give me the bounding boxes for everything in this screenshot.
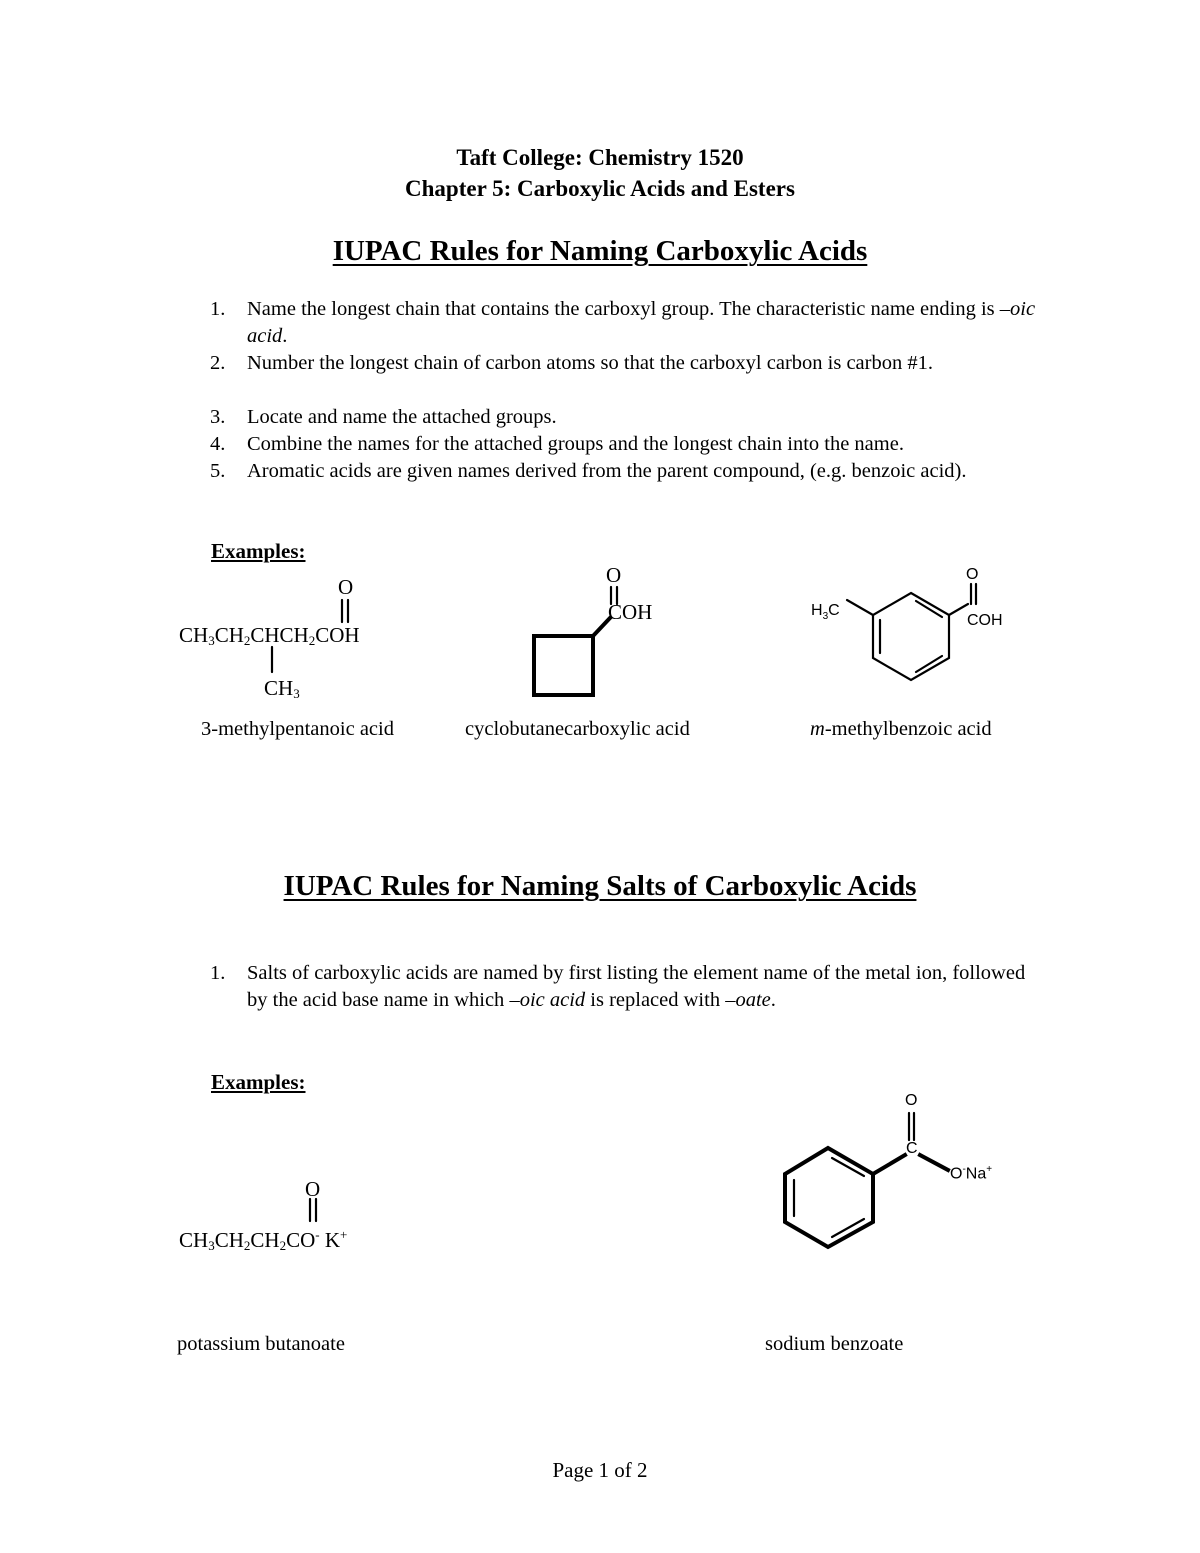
carbonyl-double-bond <box>909 1113 914 1140</box>
rule-text: Combine the names for the attached groups and the longest chain into the name. <box>247 433 904 455</box>
oxide-bond <box>920 1155 948 1170</box>
carbonyl-oxygen: O <box>606 563 622 587</box>
carbonyl-oxygen: O <box>905 1092 918 1109</box>
rule-text: Locate and name the attached groups. <box>247 406 557 428</box>
rule-emphasis: –oic acid <box>509 989 586 1011</box>
rule-text-end: . <box>770 989 776 1011</box>
rule-number: 3. <box>210 406 226 428</box>
rule-number: 5. <box>210 460 226 482</box>
carboxylate-bond <box>873 1155 905 1174</box>
section-title-salts: IUPAC Rules for Naming Salts of Carboxylic Acids <box>283 870 917 902</box>
rule-emphasis: –oate <box>725 989 771 1011</box>
carbonyl-double-bond <box>310 1199 316 1221</box>
chapter-title: Chapter 5: Carboxylic Acids and Esters <box>405 176 795 201</box>
carboxyl-group: COH <box>967 612 1003 629</box>
rule-number: 2. <box>210 352 226 374</box>
cyclobutane-ring <box>534 636 593 695</box>
rule-emphasis: –oic acid <box>247 298 1036 347</box>
rule-text: Number the longest chain of carbon atoms so that the carboxyl carbon is carbon #1. <box>247 352 933 374</box>
examples-label: Examples: <box>211 1070 306 1094</box>
section-title-acids: IUPAC Rules for Naming Carboxylic Acids <box>332 235 868 267</box>
condensed-formula: $CH_3CH_2CHCH_2COH$ <box>179 623 360 648</box>
rule-number: 1. <box>210 962 226 984</box>
compound-name: cyclobutanecarboxylic acid <box>465 718 690 740</box>
rule-text-end: . <box>282 325 288 347</box>
rule-text: Aromatic acids are given names derived from the parent compound, (e.g. benzoic acid). <box>247 460 967 482</box>
methyl-bond <box>847 600 873 615</box>
benzene-ring <box>873 593 949 680</box>
carbonyl-oxygen: O <box>966 566 979 583</box>
course-title: Taft College: Chemistry 1520 <box>456 145 744 170</box>
carboxyl-group: COH <box>608 600 653 624</box>
examples-label: Examples: <box>211 539 306 563</box>
rule-item <box>210 960 1040 1014</box>
carbonyl-double-bond <box>971 584 976 604</box>
compound-name: sodium benzoate <box>765 1333 904 1355</box>
carboxyl-bond <box>949 604 968 615</box>
compound-name: potassium butanoate <box>177 1333 345 1355</box>
methyl-group: $H_3C$ <box>811 602 840 623</box>
rule-text: is replaced with <box>585 989 726 1011</box>
carboxylate-carbon: C <box>906 1140 918 1157</box>
rule-number: 4. <box>210 433 226 455</box>
carbonyl-oxygen: O <box>338 575 354 599</box>
rule-number: 1. <box>210 298 226 320</box>
carboxylate-anion: O-Na+ <box>950 1164 993 1183</box>
benzene-ring <box>785 1148 873 1247</box>
methyl-branch: $CH_3$ <box>264 676 300 701</box>
carbonyl-double-bond <box>342 600 348 622</box>
carbonyl-oxygen: O <box>305 1177 321 1201</box>
rule-text: Salts of carboxylic acids are named by first listing the element name of the metal ion, followed by the acid base name in which <box>247 962 1026 1011</box>
page-number: Page 1 of 2 <box>552 1458 648 1482</box>
condensed-formula: $CH_3CH_2CH_2CO^-$ K+ <box>179 1227 348 1253</box>
compound-name: m-methylbenzoic acid <box>810 718 992 740</box>
rule-text: Name the longest chain that contains the carboxyl group. The characteristic name ending is <box>247 298 1000 320</box>
compound-name: 3-methylpentanoic acid <box>201 718 394 740</box>
